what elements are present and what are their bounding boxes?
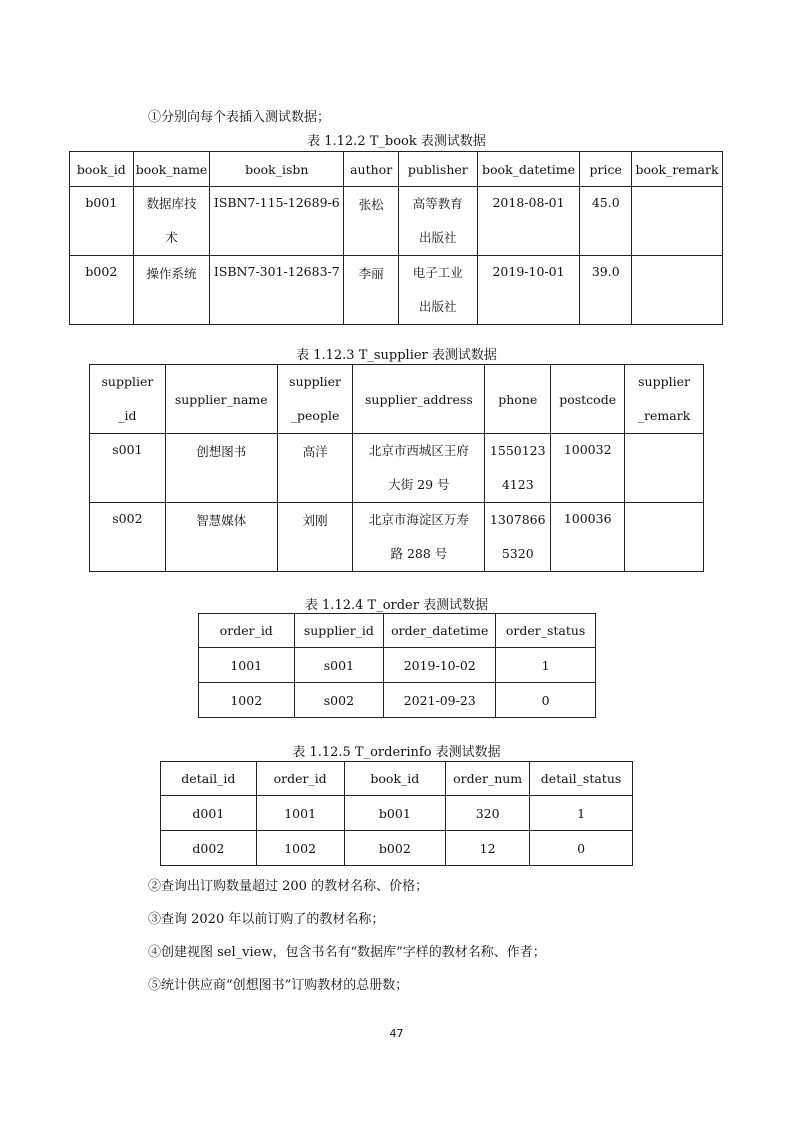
cell: 操作系统 [133, 256, 210, 325]
cell: 刘刚 [277, 503, 353, 572]
cell: ISBN7-115-12689-6 [210, 187, 344, 256]
table-row [161, 831, 633, 866]
cell-line: 路 288 号 [390, 546, 448, 561]
cell: d001 [161, 796, 257, 831]
cell: 1001 [199, 648, 295, 683]
table-header-row [199, 614, 596, 648]
cell: ISBN7-301-12683-7 [210, 256, 344, 325]
cell: s002 [90, 503, 166, 572]
cell [353, 434, 485, 503]
header-cell: detail_status [530, 762, 633, 796]
cell: d002 [161, 831, 257, 866]
cell-line: 1307866 [489, 512, 546, 527]
header-cell [625, 365, 704, 434]
cell [632, 187, 723, 256]
cell: 创想图书 [165, 434, 277, 503]
header-cell: book_datetime [477, 152, 580, 187]
cell: 2021-09-23 [384, 683, 496, 718]
cell: 2018-08-01 [477, 187, 580, 256]
cell: 39.0 [580, 256, 632, 325]
cell-line: 4123 [501, 477, 534, 492]
cell-line: 1550123 [489, 443, 546, 458]
header-line: _people [290, 408, 340, 423]
cell: b001 [70, 187, 134, 256]
header-cell: postcode [551, 365, 625, 434]
cell [485, 503, 551, 572]
question-3: ③查询 2020 年以前订购了的教材名称； [148, 912, 385, 927]
cell: 0 [496, 683, 596, 718]
cell: 1001 [256, 796, 344, 831]
cell-line: 电子工业 [412, 265, 463, 280]
header-cell [90, 365, 166, 434]
header-cell: book_id [344, 762, 446, 796]
cell: 2019-10-02 [384, 648, 496, 683]
cell: 0 [530, 831, 633, 866]
cell: 100036 [551, 503, 625, 572]
cell-line: 出版社 [419, 299, 457, 314]
header-line: supplier [289, 374, 341, 389]
table-row [199, 648, 596, 683]
header-cell: book_isbn [210, 152, 344, 187]
cell-line: 大街 29 号 [388, 477, 450, 492]
cell: 2019-10-01 [477, 256, 580, 325]
table-header-row [70, 152, 723, 187]
table-header-row [161, 762, 633, 796]
cell: 高洋 [277, 434, 353, 503]
cell: b002 [344, 831, 446, 866]
cell [625, 434, 704, 503]
header-cell: order_id [199, 614, 295, 648]
order-table-caption: 表 1.12.4 T_order 表测试数据 [304, 598, 489, 613]
cell: b002 [70, 256, 134, 325]
header-cell [277, 365, 353, 434]
header-line: _remark [637, 408, 691, 423]
header-cell: book_id [70, 152, 134, 187]
question-5: ⑤统计供应商“创想图书”订购教材的总册数； [148, 978, 409, 993]
cell [625, 503, 704, 572]
header-cell: order_status [496, 614, 596, 648]
order-table [198, 613, 596, 718]
header-line: _id [118, 408, 137, 423]
question-2: ②查询出订购数量超过 200 的教材名称、价格； [148, 879, 429, 894]
cell: s001 [294, 648, 384, 683]
intro-text: ①分别向每个表插入测试数据； [148, 110, 331, 125]
header-cell: author [344, 152, 399, 187]
header-cell: book_remark [632, 152, 723, 187]
cell-line: 北京市海淀区万寿 [368, 512, 469, 527]
header-line: supplier [638, 374, 690, 389]
cell [133, 187, 210, 256]
table-row [90, 434, 704, 503]
cell [485, 434, 551, 503]
cell: 张松 [344, 187, 399, 256]
table-row [70, 256, 723, 325]
cell: 100032 [551, 434, 625, 503]
cell [399, 256, 478, 325]
cell-line: 5320 [501, 546, 534, 561]
book-table [69, 151, 723, 325]
cell: 1 [496, 648, 596, 683]
header-cell: supplier_address [353, 365, 485, 434]
cell: 320 [446, 796, 530, 831]
cell: b001 [344, 796, 446, 831]
header-cell: publisher [399, 152, 478, 187]
cell-line: 出版社 [419, 230, 457, 245]
cell [353, 503, 485, 572]
orderinfo-table-caption: 表 1.12.5 T_orderinfo 表测试数据 [292, 745, 501, 760]
header-cell: supplier_name [165, 365, 277, 434]
table-row [90, 503, 704, 572]
cell: s002 [294, 683, 384, 718]
cell-line: 术 [165, 230, 178, 245]
cell: s001 [90, 434, 166, 503]
header-cell: supplier_id [294, 614, 384, 648]
header-line: supplier [101, 374, 154, 389]
table-header-row [90, 365, 704, 434]
table-row [70, 187, 723, 256]
cell: 45.0 [580, 187, 632, 256]
header-cell: phone [485, 365, 551, 434]
page-number: 47 [389, 1027, 404, 1040]
table-row [199, 683, 596, 718]
question-4: ④创建视图 sel_view，包含书名有“数据库”字样的教材名称、作者； [148, 945, 546, 960]
cell-line: 数据库技 [146, 196, 197, 211]
orderinfo-table [160, 761, 633, 866]
header-cell: price [580, 152, 632, 187]
header-cell: order_id [256, 762, 344, 796]
cell-line: 高等教育 [412, 196, 463, 211]
cell [399, 187, 478, 256]
supplier-table-caption: 表 1.12.3 T_supplier 表测试数据 [296, 348, 497, 363]
header-cell: order_datetime [384, 614, 496, 648]
cell: 1002 [256, 831, 344, 866]
cell-line: 北京市西城区王府 [368, 443, 469, 458]
cell: 1 [530, 796, 633, 831]
cell: 李丽 [344, 256, 399, 325]
book-table-caption: 表 1.12.2 T_book 表测试数据 [307, 134, 486, 149]
supplier-table [89, 364, 704, 572]
cell: 智慧媒体 [165, 503, 277, 572]
cell: 1002 [199, 683, 295, 718]
cell: 12 [446, 831, 530, 866]
header-cell: order_num [446, 762, 530, 796]
header-cell: detail_id [161, 762, 257, 796]
header-cell: book_name [133, 152, 210, 187]
table-row [161, 796, 633, 831]
cell [632, 256, 723, 325]
